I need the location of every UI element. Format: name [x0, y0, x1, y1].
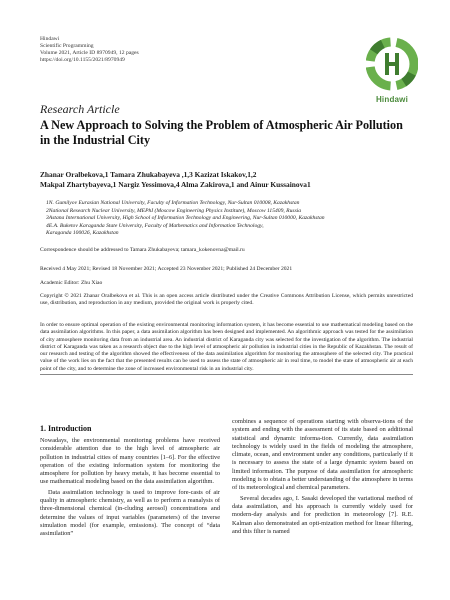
journal-publisher: Hindawi [40, 36, 60, 42]
affiliation-3: 3Astana International University, High School of Information Technology and Engineering, Nur-Sultan 010000, Kazakhstan [46, 215, 325, 222]
left-paragraph-2: Data assimilation technology is used to improve fore-casts of air quality in atmospheric chemistry, as well as to perform a reanalysis of three-dimensional chemical (in-cluding aerosol) concentrations and determine the values of input variables (parameters) of the inverse simulation model (for example, emissions). The concept of “data assimilation” [40, 488, 220, 538]
author-list [40, 170, 420, 190]
article-type: Research Article [40, 102, 120, 116]
left-paragraph-1: Nowadays, the environmental monitoring problems have received considerable attention due to the high level of atmospheric air pollution in industrial cities of many countries [1–6]. For the effective operation of the existing information system for monitoring the atmosphere for pollution by heavy metals, it has become essential to use mathematical modeling based on the data assimilation algorithm. [40, 437, 220, 486]
correspondence: Correspondence should be addressed to Tamara Zhukabayeva; tamara_kokenovna@mail.ru [40, 247, 245, 253]
authors-line-1[interactable]: Zhanar Oralbekova,1 Tamara Zhukabayeva ,1,3 Kazizat Iskakov,1,2 [40, 170, 257, 179]
academic-editor: Academic Editor: Zhu Xiao [40, 280, 103, 286]
right-paragraph-2: Several decades ago, I. Sasaki developed the variational method of data assimilation, and his approach is currently widely used for modern-day analysis and for prediction in meteorology [7]. R.E. Kalman also demonstrated an opti-mization method for linear filtering, and this filter is named [232, 494, 413, 535]
publisher-logo-text: Hindawi [375, 95, 409, 104]
publication-dates: Received 4 May 2021; Revised 18 November 2021; Accepted 23 November 2021; Published 24 December 2021 [40, 266, 293, 272]
authors-line-2[interactable]: Makpal Zhartybayeva,1 Nargiz Yessimova,4 Alma Zakirova,1 and Ainur Kussainova1 [40, 180, 311, 189]
left-column [40, 437, 220, 541]
right-paragraph-1: combines a sequence of operations starting with observa-tions of the system and ending with the assessment of its state based on additional statistical and dynamic informa-tion. Currently, data assimilation technology is widely used in the fields of modeling the atmosphere, climate, ocean, and environment under any conditions, particularly if it is necessary to assess the state of a large dynamic system based on limited information. The purpose of data assimilation for atmospheric modeling is to obtain a better understanding of the atmosphere in terms of its meteorological and chemical parameters. [232, 418, 413, 492]
doi-link[interactable]: https://doi.org/10.1155/2021/8970949 [40, 57, 125, 63]
affiliation-2: 2National Research Nuclear University, MEPhI (Moscow Engineering Physics Institute), Moscow 115409, Russia [46, 207, 302, 214]
copyright-notice: Copyright © 2021 Zhanar Oralbekova et al. This is an open access article distributed under the Creative Commons Attribution License, which permits unrestricted use, distribution, and reproduction in any medium, provided the original work is properly cited. [40, 293, 413, 307]
section-heading-introduction: 1. Introduction [40, 424, 92, 433]
journal-meta [40, 36, 139, 64]
article-title: A New Approach to Solving the Problem of Atmospheric Air Pollution in the Industrial City [40, 118, 403, 147]
right-column [232, 418, 413, 538]
hindawi-logo-icon [366, 36, 418, 92]
abstract: In order to ensure optimal operation of the existing environmental monitoring information system, it has become essential to use mathematical modeling based on the data assimilation algorithms. In this paper, a data assimilation algorithm has been designed and implemented. An algorithmic approach was tested for the assimilation of city atmosphere monitoring data from an industrial area. An industrial district of Karaganda city was selected for the investigation of the algorithm. The industrial district of Karaganda was taken as a research object due to the high level of atmospheric air pollution in industrial cities in the Republic of Kazakhstan. The result of our research and testing of the algorithm showed the effectiveness of the data assimilation algorithm for monitoring the atmosphere of the selected city. The practical value of the work lies on the fact that the presented results can be used to assess the state of atmospheric air in real time, to model the state of atmospheric air at each point of the city, and to determine the zone of increased environmental risk in an industrial city. [40, 322, 413, 372]
affiliation-1: 1N. Gumilyov Eurasian National University, Faculty of Information Technology, Nur-Sultan 010008, Kazakhstan [46, 200, 300, 206]
affiliation-4: 4E.A. Buketov Karaganda State University, Faculty of Mathematics and Information Technology, [46, 222, 264, 229]
journal-name: Scientific Programming [40, 43, 94, 49]
affiliation-4-cont: Karaganda 100026, Kazakhstan [46, 230, 119, 237]
section-divider [40, 374, 413, 375]
volume-line: Volume 2021, Article ID 8970949, 12 pages [40, 50, 139, 56]
affiliations [46, 200, 426, 238]
